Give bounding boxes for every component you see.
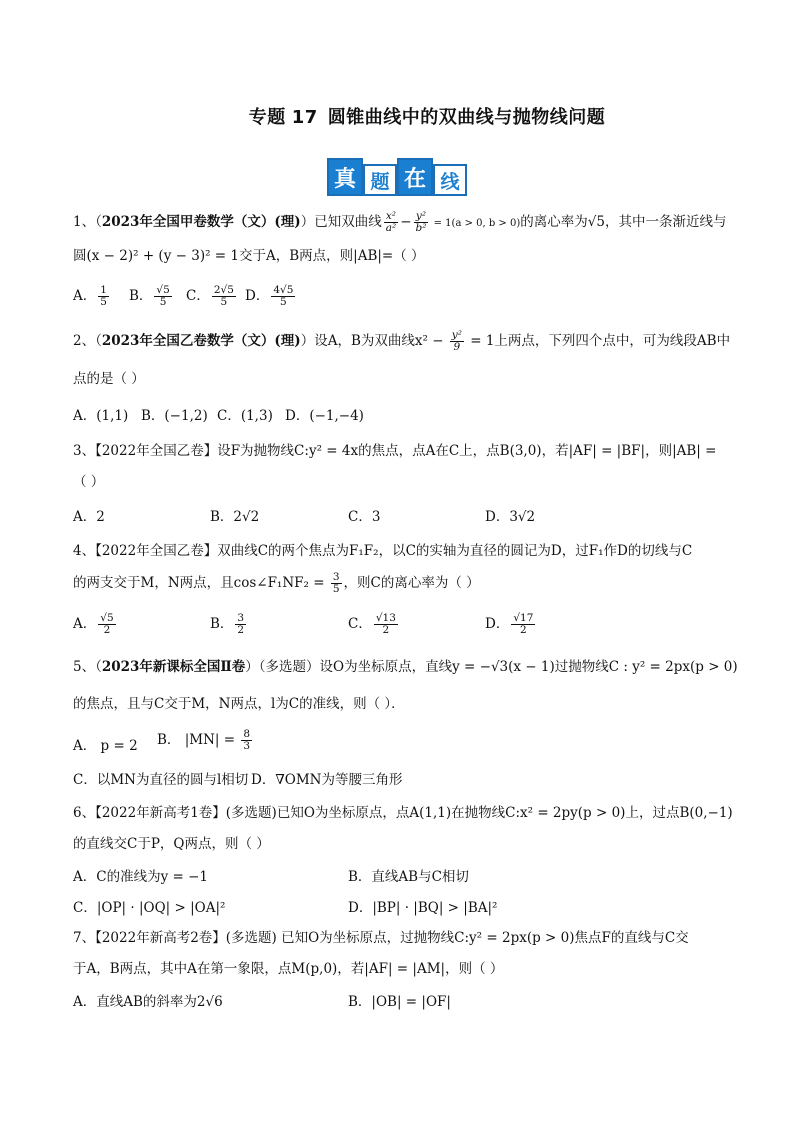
question-5-line-2: 的焦点，且与C交于M，N两点，l为C的准线，则（ ）．: [73, 696, 405, 712]
q1-frac-x-den: a²: [385, 222, 397, 234]
q5-option-b-den: 3: [243, 740, 251, 752]
badge-char-3: 在: [397, 158, 433, 196]
q4-option-c-den: 2: [382, 624, 390, 636]
title-prefix: 专题: [248, 107, 286, 128]
q2-source: 2023年全国乙卷数学（文）(理): [101, 333, 301, 349]
q2-frac-den: 9: [453, 341, 461, 353]
q1-option-c: [186, 284, 238, 308]
question-3-line-2: （ ）: [73, 474, 105, 490]
q4-line2-pre: 的两支交于M，N两点，且cos∠F₁NF₂ =: [73, 575, 329, 591]
q1-option-a-num: 1: [100, 284, 107, 296]
q1-tail: 的离心率为√5，其中一条渐近线与: [520, 214, 727, 230]
page-title: [0, 103, 794, 129]
question-6-line-2: 的直线交C于P，Q两点，则（ ）: [73, 836, 270, 852]
q4-option-b: [210, 612, 248, 636]
question-5-line-1: [73, 657, 738, 677]
title-number: 17: [291, 107, 318, 128]
q4-frac-den: 5: [332, 583, 340, 595]
q5-option-a: A． p = 2: [73, 738, 138, 754]
q5-option-c: C．以MN为直径的圆与l相切: [73, 772, 249, 788]
question-7-line-1: 7、【2022年新高考2卷】(多选题) 已知O为坐标原点，过抛物线C:y² = 2px(p > 0)焦点F的直线与C交: [73, 930, 689, 946]
q4-option-d-frac: [511, 613, 535, 636]
q5-option-b-frac: [241, 729, 252, 752]
question-1-line-2: 圆(x − 2)² + (y − 3)² = 1交于A，B两点，则|AB|=（ ）: [73, 248, 425, 264]
question-1-line-1: 1、（2023年全国甲卷数学（文）(理)）已知双曲线 $\frac{\text{x²}}{\text{a²}}$ − $\frac{\text{y²}}{\text{b²}}$ = 1(a > 0, b > 0)的离心率为√5，其中一条渐近线与: [73, 210, 727, 234]
q1-option-d-frac: [271, 285, 295, 308]
q1-option-a-label: A．: [73, 288, 97, 304]
q1-option-b: [129, 284, 174, 308]
question-2-line-2: 点的是（ ）: [73, 371, 145, 387]
q1-option-c-num: 2√5: [213, 284, 234, 296]
q7-option-a: A．直线AB的斜率为2√6: [73, 994, 223, 1010]
q2-option-a: A．(1,1): [73, 408, 129, 424]
q4-option-b-label: B．: [210, 616, 234, 632]
q4-option-d: [485, 612, 537, 636]
q5-option-b-pre: B． |MN| =: [157, 732, 240, 748]
badge-char-4: 线: [433, 164, 467, 196]
q4-frac: [331, 572, 342, 595]
q1-option-b-frac: [154, 285, 171, 308]
q7-option-b: B．|OB| = |OF|: [348, 994, 451, 1010]
q1-option-d: [245, 284, 297, 308]
q2-stem: ）设A，B为双曲线x² −: [300, 333, 448, 349]
q4-option-a-frac: [98, 613, 115, 636]
q1-option-b-den: 5: [159, 296, 167, 308]
q1-frac-y-num: y²: [415, 210, 427, 222]
title-text: 圆锥曲线中的双曲线与抛物线问题: [327, 107, 606, 128]
q5-option-b-num: 8: [243, 728, 251, 740]
q4-option-c-label: C．: [348, 616, 372, 632]
q1-option-c-frac: [212, 285, 236, 308]
q6-option-a: A．C的准线为y = −1: [73, 869, 208, 885]
q1-option-a-frac: [98, 285, 109, 308]
q4-option-c-frac: [374, 613, 398, 636]
badge-char-1: 真: [327, 158, 363, 196]
q1-option-a: [73, 284, 111, 308]
q4-option-a-den: 2: [103, 624, 111, 636]
q5-option-d: D．∇OMN为等腰三角形: [251, 772, 403, 788]
q4-option-b-den: 2: [237, 624, 245, 636]
q4-option-d-label: D．: [485, 616, 510, 632]
q3-option-a: A．2: [73, 509, 105, 525]
q2-frac-num: y²: [451, 329, 462, 341]
q2-option-c: C．(1,3): [217, 408, 273, 424]
q2-lead: 2、（: [73, 333, 102, 349]
q5-lead: 5、（: [73, 659, 102, 675]
q4-option-b-num: 3: [237, 612, 245, 624]
q1-stem: ）已知双曲线: [300, 214, 382, 230]
q2-tail: = 1上两点，下列四个点中，可为线段AB中: [465, 333, 731, 349]
q1-option-a-den: 5: [100, 296, 107, 308]
q2-option-b: B．(−1,2): [141, 408, 208, 424]
q3-option-d: D．3√2: [485, 509, 536, 525]
q4-option-c: [348, 612, 400, 636]
zhenti-zaixian-badge: [327, 158, 467, 196]
q1-option-d-num: 4√5: [273, 284, 294, 296]
q1-option-c-den: 5: [220, 296, 228, 308]
q1-option-d-label: D．: [245, 288, 270, 304]
q1-frac-x-num: x²: [385, 210, 397, 222]
q1-eq-tail: = 1(a > 0, b > 0): [430, 218, 521, 229]
question-2-line-1: [73, 330, 730, 353]
q4-option-c-num: √13: [375, 612, 396, 624]
q1-lead: 1、（: [73, 214, 102, 230]
q4-option-b-frac: [235, 613, 246, 636]
q4-frac-num: 3: [332, 571, 340, 583]
q5-stem: ）（多选题）设O为坐标原点，直线y = −√3(x − 1)过抛物线C : y² = 2px(p > 0): [245, 659, 738, 675]
question-4-line-2: [73, 572, 480, 595]
q4-option-a-label: A．: [73, 616, 97, 632]
q3-option-c: C．3: [348, 509, 381, 525]
q4-option-a: [73, 612, 118, 636]
q1-option-d-den: 5: [280, 296, 287, 308]
q2-option-d: D．(−1,−4): [285, 408, 364, 424]
question-6-line-1: 6、【2022年新高考1卷】(多选题)已知O为坐标原点，点A(1,1)在抛物线C:x² = 2py(p > 0)上，过点B(0,−1): [73, 805, 733, 821]
q4-option-d-num: √17: [513, 612, 534, 624]
q1-option-c-label: C．: [186, 288, 210, 304]
q1-option-b-label: B．: [129, 288, 153, 304]
question-4-line-1: 4、【2022年全国乙卷】双曲线C的两个焦点为F₁F₂，以C的实轴为直径的圆记为D，过F₁作D的切线与C: [73, 543, 693, 559]
question-7-line-2: 于A，B两点，其中A在第一象限，点M(p,0)，若|AF| = |AM|，则（ ）: [73, 961, 504, 977]
q4-option-a-num: √5: [100, 612, 114, 624]
q4-line2-post: ，则C的离心率为（ ）: [343, 575, 480, 591]
q2-frac: [450, 330, 464, 353]
question-3-line-1: 3、【2022年全国乙卷】设F为抛物线C:y² = 4x的焦点，点A在C上，点B(3,0)，若|AF| = |BF|，则|AB| =: [73, 443, 717, 459]
q1-frac-y-den: b²: [415, 222, 427, 234]
q1-frac-x: [384, 211, 398, 234]
q3-option-b: B．2√2: [210, 509, 260, 525]
q6-option-d: D．|BP| · |BQ| > |BA|²: [348, 900, 498, 916]
q5-option-b: [157, 728, 254, 752]
q1-option-b-num: √5: [156, 284, 170, 296]
q1-frac-y: [414, 211, 429, 234]
badge-char-2: 题: [363, 164, 397, 196]
q5-source: 2023年新课标全国Ⅱ卷: [101, 659, 246, 675]
q1-source: 2023年全国甲卷数学（文）(理): [101, 214, 301, 230]
q6-option-c: C．|OP| · |OQ| > |OA|²: [73, 900, 226, 916]
q6-option-b: B．直线AB与C相切: [348, 869, 469, 885]
q4-option-d-den: 2: [520, 624, 527, 636]
